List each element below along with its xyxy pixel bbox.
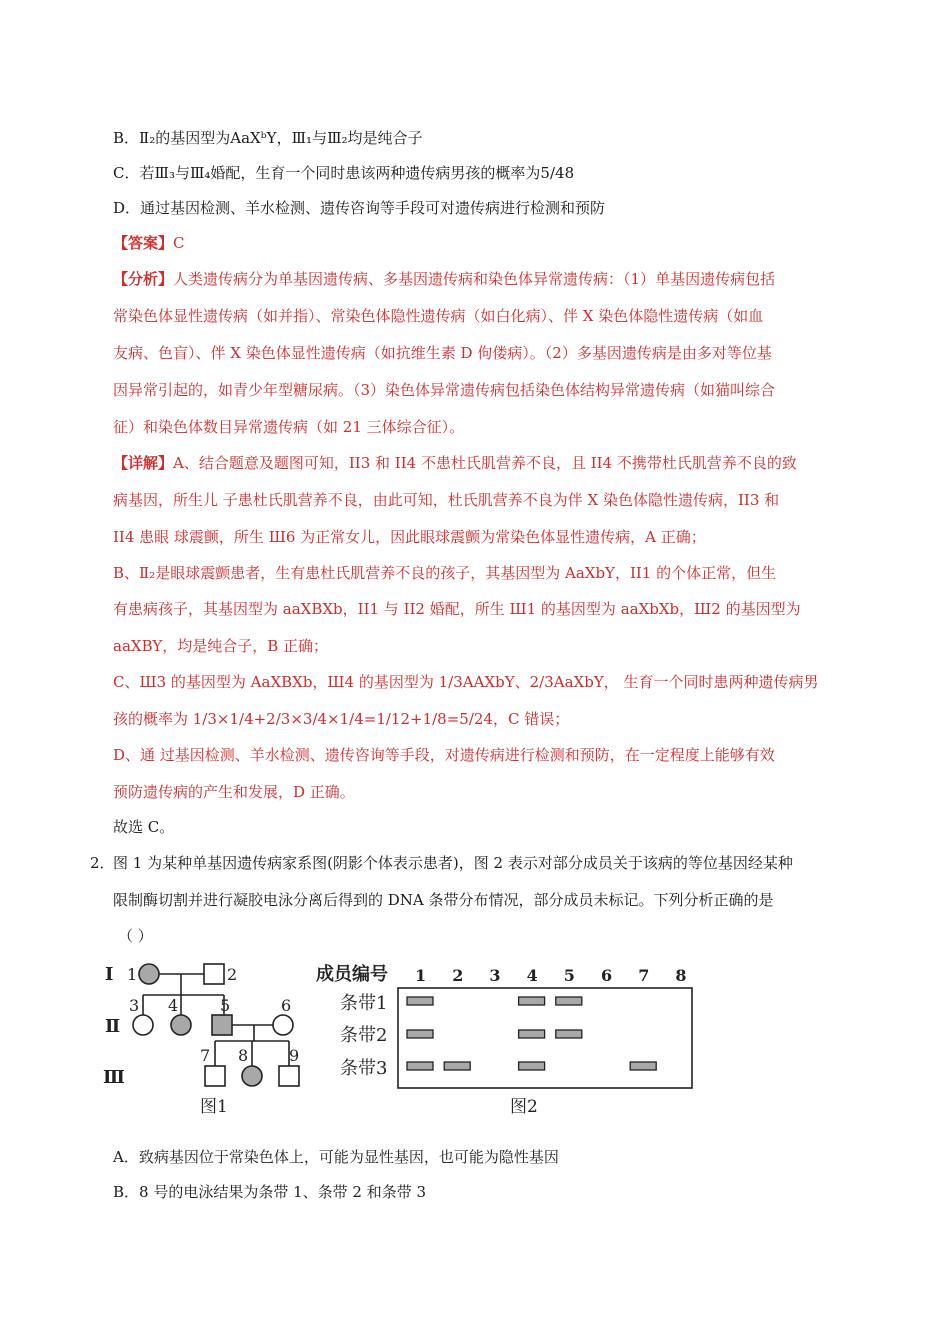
- member-label-5: 5: [220, 996, 231, 1015]
- detail-line-8: 孩的概率为 1/3×1/4+2/3×3/4×1/4=1/12+1/8=5/24，C 错误；: [113, 710, 570, 728]
- gel-bands: [407, 997, 656, 1070]
- member-label-8: 8: [238, 1046, 249, 1065]
- lane-number-2: 2: [452, 966, 464, 985]
- lane-numbers: [415, 966, 687, 985]
- option-a: A．致病基因位于常染色体上，可能为显性基因，也可能为隐性基因: [113, 1148, 559, 1166]
- member-label-1: 1: [127, 965, 138, 984]
- lane-number-7: 7: [638, 966, 650, 985]
- analysis-line-1: [113, 268, 873, 290]
- prev-option-c: C．若Ⅲ₃与Ⅲ₄婚配，生育一个同时患该两种遗传病男孩的概率为5/48: [113, 164, 575, 182]
- figure1-caption: 图1: [200, 1097, 228, 1117]
- member-9-normal-male: [279, 1066, 299, 1086]
- detail-label: 【详解】: [113, 454, 174, 472]
- gel-band3-lane-7: [630, 1062, 656, 1070]
- detail-line-9: D、通 过基因检测、羊水检测、遗传咨询等手段，对遗传病进行检测和预防，在一定程度上能够有效: [113, 746, 775, 764]
- detail-line-1: [113, 452, 873, 474]
- member-6-normal-female: [273, 1015, 293, 1035]
- analysis-label: 【分析】: [113, 270, 174, 288]
- member-label-2: 2: [227, 965, 238, 984]
- gel-band1-lane-5: [556, 997, 582, 1005]
- analysis-line-5: 征）和染色体数目异常遗传病（如 21 三体综合征）。: [113, 418, 465, 436]
- gel-band3-lane-1: [407, 1062, 433, 1070]
- figure-area: [100, 955, 720, 1125]
- analysis-line-2: 常染色体显性遗传病（如并指）、常染色体隐性遗传病（如白化病）、伴 X 染色体隐性遗传病（如血: [113, 307, 764, 325]
- gel-band3-lane-4: [519, 1062, 545, 1070]
- lane-number-8: 8: [675, 966, 687, 985]
- detail-line-2: 病基因，所生儿 子患杜氏肌营养不良，由此可知，杜氏肌营养不良为伴 X 染色体隐性遗传病，II3 和: [113, 491, 780, 509]
- analysis-line-3: 友病、色盲）、伴 X 染色体显性遗传病（如抗维生素 D 佝偻病）。（2）多基因遗传病是由多对等位基: [113, 344, 772, 362]
- member-8-affected-female: [242, 1066, 262, 1086]
- gel-band1-lane-4: [519, 997, 545, 1005]
- detail-line-6: aaXBY，均是纯合子，B 正确；: [113, 637, 329, 655]
- member-label-3: 3: [129, 996, 140, 1015]
- answer-blank: （ ）: [118, 927, 153, 945]
- gel-band2-lane-1: [407, 1030, 433, 1038]
- member-4-affected-female: [171, 1015, 191, 1035]
- pedigree-chart: [133, 964, 299, 1086]
- lane-number-6: 6: [601, 966, 613, 985]
- lane-number-5: 5: [563, 966, 575, 985]
- detail-line-7: C、Ш3 的基因型为 AaXBXb，Ш4 的基因型为 1/3AAXbY、2/3AaXbY， 生育一个同时患两种遗传病男: [113, 673, 819, 691]
- band-labels: [340, 993, 387, 1079]
- member-label-6: 6: [281, 996, 292, 1015]
- detail-text-1: A、结合题意及题图可知，II3 和 II4 不患杜氏肌营养不良，且 II4 不携带杜氏肌营养不良的致: [173, 454, 797, 472]
- gel-band2-lane-5: [556, 1030, 582, 1038]
- member-number-header: 成员编号: [316, 964, 388, 985]
- member-3-normal-female: [133, 1015, 153, 1035]
- generation-label-3: Ⅲ: [103, 1067, 125, 1088]
- generation-label-1: Ⅰ: [105, 964, 114, 985]
- prev-option-b: B．Ⅱ₂的基因型为AaXᵇY，Ⅲ₁与Ⅲ₂均是纯合子: [113, 129, 423, 147]
- detail-line-10: 预防遗传病的产生和发展，D 正确。: [113, 783, 355, 801]
- question-number: 2．: [90, 854, 115, 872]
- gel-band1-lane-1: [407, 997, 433, 1005]
- detail-line-3: II4 患眼 球震颤，所生 Ш6 为正常女儿，因此眼球震颤为常染色体显性遗传病，A 正确；: [113, 528, 706, 546]
- lane-number-1: 1: [415, 966, 427, 985]
- answer-value: C: [173, 234, 185, 252]
- lane-number-3: 3: [489, 966, 501, 985]
- analysis-line-4: 因异常引起的，如青少年型糖尿病。（3）染色体异常遗传病包括染色体结构异常遗传病（如猫叫综合: [113, 381, 776, 399]
- detail-line-5: 有患病孩子，其基因型为 aaXBXb，II1 与 II2 婚配，所生 Ш1 的基因型为 aaXbXb，Ш2 的基因型为: [113, 600, 801, 618]
- prev-option-d: D．通过基因检测、羊水检测、遗传咨询等手段可对遗传病进行检测和预防: [113, 199, 606, 217]
- conclusion: 故选 C。: [113, 818, 175, 836]
- gel-band2-lane-4: [519, 1030, 545, 1038]
- detail-line-4: B、Ⅱ₂是眼球震颤患者，生有患杜氏肌营养不良的孩子，其基因型为 AaXbY，II1 的个体正常，但生: [113, 564, 777, 582]
- member-label-9: 9: [289, 1046, 300, 1065]
- lane-number-4: 4: [526, 966, 538, 985]
- answer-label: 【答案】: [113, 234, 174, 252]
- question-stem-1: 图 1 为某种单基因遗传病家系图(阴影个体表示患者)，图 2 表示对部分成员关于该病的等位基因经某种: [113, 854, 793, 872]
- analysis-text-1: 人类遗传病分为单基因遗传病、多基因遗传病和染色体异常遗传病：（1）单基因遗传病包括: [173, 270, 776, 288]
- pedigree-and-gel-figure: [100, 955, 720, 1125]
- band-label-1: 条带1: [340, 993, 388, 1014]
- member-1-affected-female: [139, 964, 159, 984]
- member-7-normal-male: [205, 1066, 225, 1086]
- answer-line: [113, 232, 873, 254]
- member-label-4: 4: [168, 996, 179, 1015]
- generation-label-2: Ⅱ: [105, 1016, 121, 1037]
- figure2-caption: 图2: [510, 1097, 538, 1117]
- question-stem-2: 限制酶切割并进行凝胶电泳分离后得到的 DNA 条带分布情况，部分成员未标记。下列分析正确的是: [113, 891, 774, 909]
- gel-chart: [316, 963, 692, 1117]
- gel-band3-lane-2: [444, 1062, 470, 1070]
- band-label-3: 条带3: [340, 1058, 388, 1079]
- member-5-affected-male: [212, 1015, 232, 1035]
- option-b: B．8 号的电泳结果为条带 1、条带 2 和条带 3: [113, 1183, 427, 1201]
- member-2-normal-male: [204, 964, 224, 984]
- member-label-7: 7: [200, 1046, 211, 1065]
- band-label-2: 条带2: [340, 1025, 388, 1046]
